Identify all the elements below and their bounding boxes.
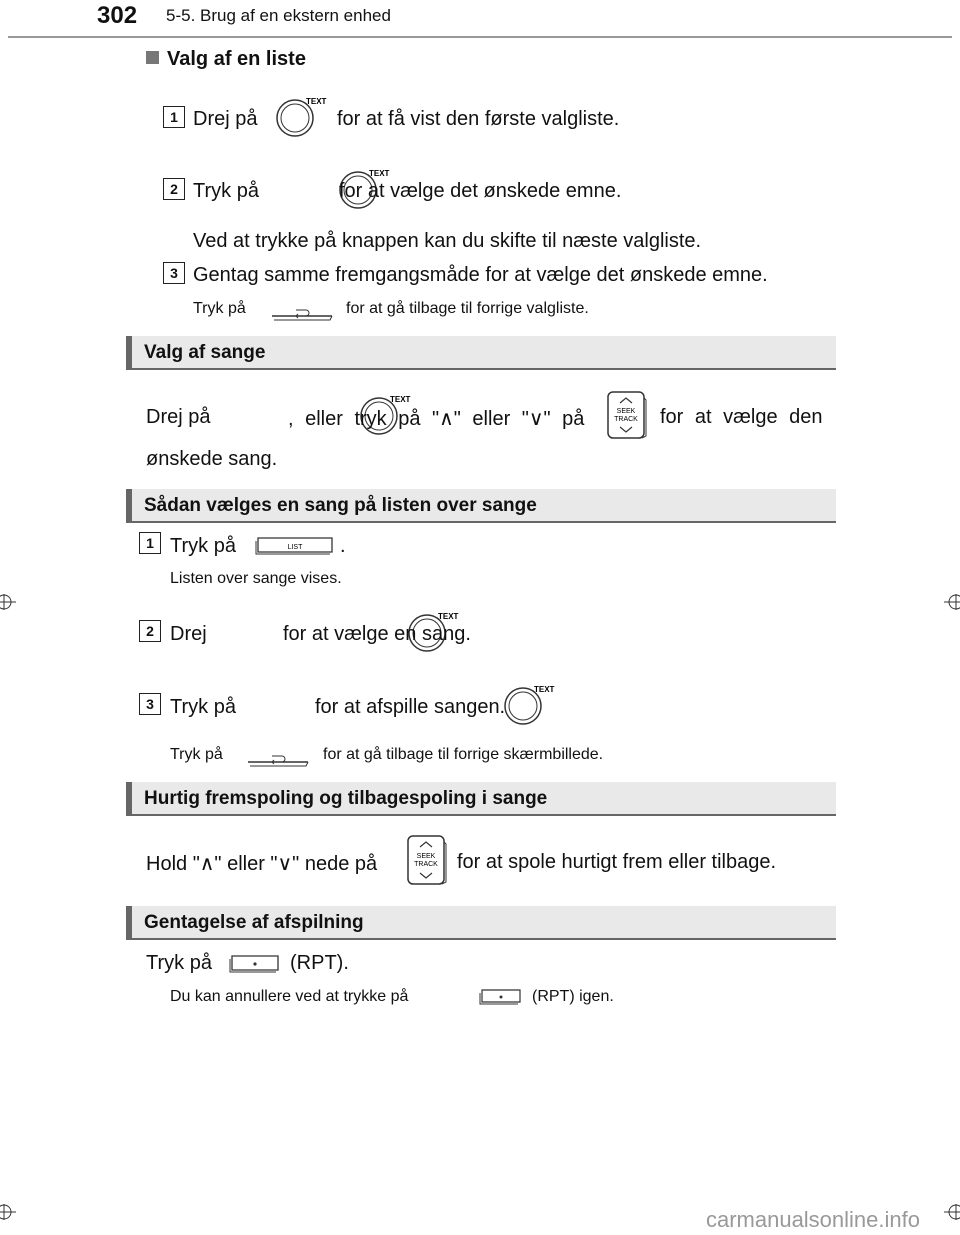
svg-text:TRACK: TRACK [614,416,638,423]
svg-text:SEEK: SEEK [416,853,436,860]
knob-label: TEXT [306,97,327,106]
registration-mark-icon [940,592,960,617]
step-text: Gentag samme fremgangsmåde for at vælge det ønskede emne. [193,264,768,286]
step-text-pre: Tryk på [193,180,259,202]
section-title: Gentagelse af afspilning [144,912,364,933]
paragraph-text: ønskede sang. [146,448,278,470]
back-button-icon [270,302,334,327]
note-post: for at gå tilbage til forrige skærmbillede. [323,746,604,763]
section-title: Hurtig fremspoling og tilbagespoling i sange [144,788,548,809]
step-number: 1 [163,106,185,128]
step-text-post: for at vælge det ønskede emne. [339,180,622,202]
list-button-icon [254,536,336,561]
subsection-heading [146,48,306,71]
step-number: 1 [139,532,161,554]
note-pre: Tryk på [193,300,246,317]
section-header [126,489,836,523]
step-text-pre: Tryk på [170,696,236,718]
section-header [126,782,836,816]
svg-text:LIST: LIST [287,544,303,551]
tune-knob-icon [501,682,559,726]
subsection-title: Valg af en liste [167,48,306,70]
seek-track-button-icon [606,390,648,445]
step-text-post: for at vælge en sang. [283,623,471,645]
tune-knob-icon [273,94,331,138]
step-text-post: . [340,535,346,557]
section-title: Sådan vælges en sang på listen over sange [144,495,537,516]
page-number: 302 [97,2,138,29]
section-header [126,336,836,370]
step-number: 2 [139,620,161,642]
knob-label: TEXT [438,612,459,621]
note-post: for at gå tilbage til forrige valgliste. [346,300,589,317]
paragraph-text: (RPT). [290,952,349,974]
chapter-title: 5-5. Brug af en ekstern enhed [166,6,391,25]
paragraph-text: for at vælge den [660,406,823,428]
knob-label: TEXT [369,169,390,178]
step-text-pre: Drej [170,623,207,645]
note-pre: Tryk på [170,746,223,763]
step-number: 3 [163,262,185,284]
registration-mark-icon [0,1202,20,1227]
paragraph-text: Hold "∧" eller "∨" nede på [146,853,378,875]
section-header [126,906,836,940]
preset-button-icon [228,954,282,979]
step-number: 2 [163,178,185,200]
watermark: carmanualsonline.info [705,1207,920,1232]
note-pre: Du kan annullere ved at trykke på [170,988,409,1005]
header-divider [8,36,952,38]
step-number: 3 [139,693,161,715]
knob-label: TEXT [389,395,411,404]
step-text-pre: Tryk på [170,535,236,557]
preset-button-icon [478,988,524,1011]
paragraph-text: Drej på [146,406,211,428]
registration-mark-icon [940,1202,960,1227]
svg-text:TRACK: TRACK [414,861,438,868]
section-title: Valg af sange [144,342,266,363]
seek-track-button-icon [406,834,448,891]
knob-label: TEXT [533,685,555,694]
step-text-post: for at få vist den første valgliste. [337,108,620,130]
step-text-pre: Drej på [193,108,258,130]
step-text-post: for at afspille sangen. [315,696,506,718]
note-post: (RPT) igen. [532,988,614,1005]
paragraph-text: , eller tryk på "∧" eller "∨" på [288,408,585,430]
step-detail: Ved at trykke på knappen kan du skifte til næste valgliste. [193,230,702,252]
back-button-icon [246,748,310,773]
step-note: Listen over sange vises. [170,570,342,587]
paragraph-text: for at spole hurtigt frem eller tilbage. [457,851,777,873]
square-bullet-icon [146,51,159,64]
svg-text:SEEK: SEEK [616,408,636,415]
paragraph-text: Tryk på [146,952,212,974]
registration-mark-icon [0,592,20,617]
